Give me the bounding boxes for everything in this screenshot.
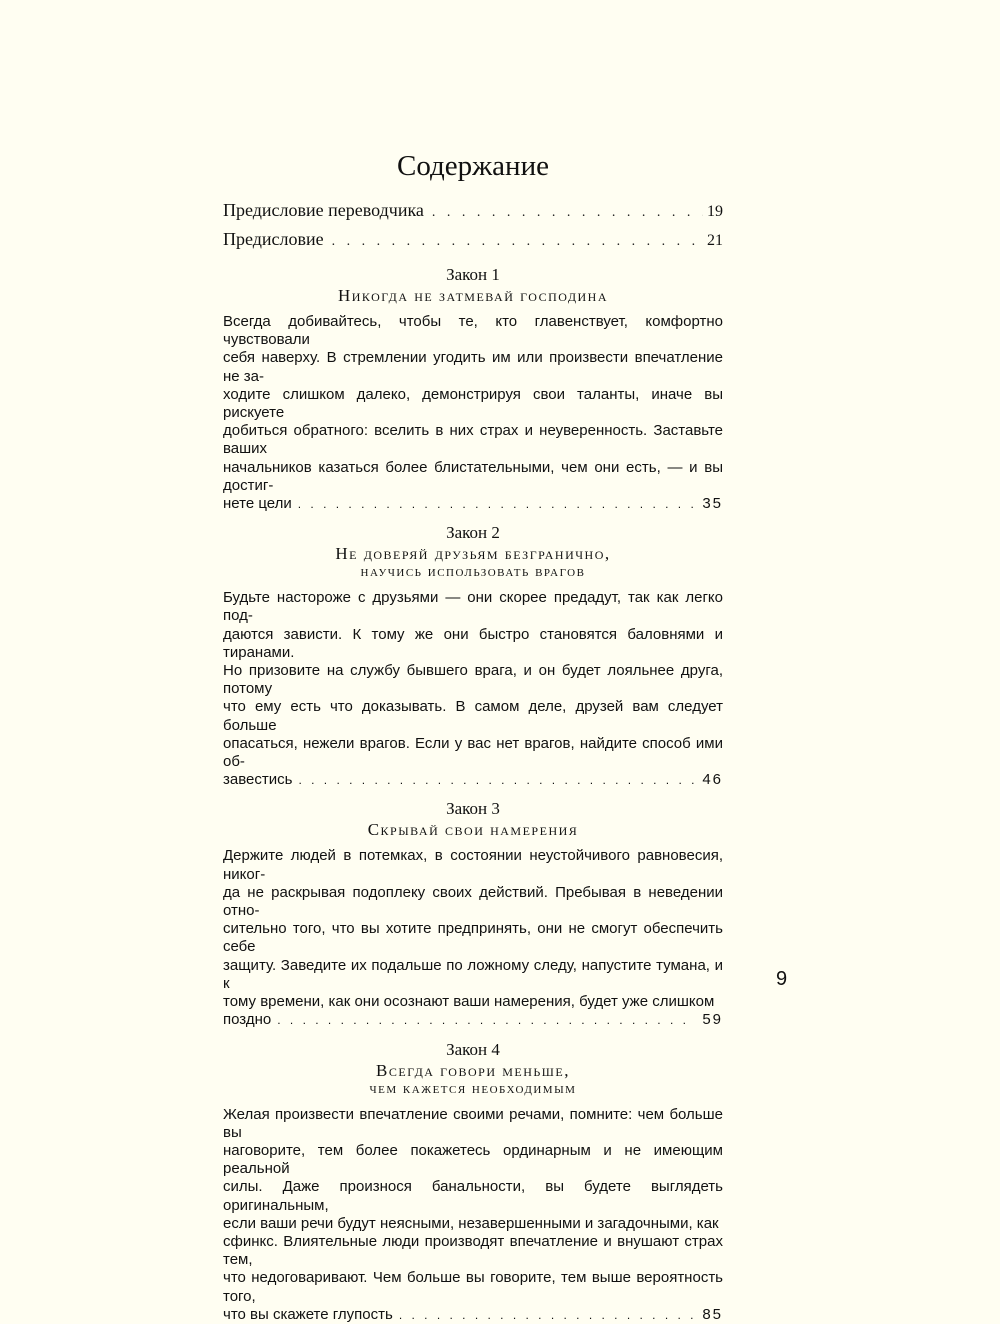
law-description	[223, 589, 723, 771]
description-end: поздно	[223, 1011, 272, 1029]
law-title-line: научись использовать врагов	[360, 564, 586, 581]
law-description	[223, 847, 723, 1011]
toc-entry-translator-preface	[223, 197, 723, 226]
law-number: Закон 2	[446, 523, 500, 543]
description-line: защиту. Заведите их подальше по ложному следу, напустите тумана, и к	[223, 956, 723, 992]
dot-leader	[277, 1011, 696, 1029]
description-line: ходите слишком далеко, демонстрируя свои таланты, иначе вы рискуете	[223, 385, 723, 422]
law-entry-2	[223, 523, 723, 789]
law-title	[223, 545, 723, 581]
description-line: наговорите, тем более покажетесь ординарным и не имеющим реальной	[223, 1141, 723, 1178]
dot-leader	[332, 229, 703, 255]
description-line: сительно того, что вы хотите предпринять, они не смогут обеспечить себе	[223, 920, 723, 956]
description-line: силы. Даже произнося банальности, вы будете выглядеть оригинальным,	[223, 1178, 723, 1214]
law-page: 85	[702, 1305, 723, 1323]
law-number: Закон 1	[446, 265, 500, 284]
law-title-line: Не доверяй друзьям безгранично,	[335, 544, 611, 564]
dot-leader	[432, 200, 703, 226]
toc-entry-label: Предисловие	[223, 229, 324, 249]
law-number: Закон 4	[446, 1039, 500, 1059]
description-end: нете цели	[223, 495, 292, 513]
table-of-contents	[223, 150, 723, 1324]
toc-title: Содержание	[397, 150, 549, 182]
law-entry-1	[223, 265, 723, 513]
description-last-line	[223, 1306, 723, 1324]
law-description	[223, 313, 723, 495]
law-title-line: Всегда говори меньше,	[376, 1060, 570, 1080]
description-last-line	[223, 771, 723, 789]
description-end: что вы скажете глупость	[223, 1305, 393, 1323]
law-entry-3	[223, 799, 723, 1029]
toc-entry-label: Предисловие переводчика	[223, 200, 424, 220]
law-title-line: Никогда не затмевай господина	[337, 286, 609, 305]
law-title-line: чем кажется необходимым	[369, 1080, 577, 1097]
law-number: Закон 3	[446, 799, 500, 819]
description-line: даются зависти. К тому же они быстро становятся баловнями и тиранами.	[223, 625, 723, 661]
law-title	[223, 287, 723, 305]
description-line: что ему есть что доказывать. В самом деле, друзей вам следует больше	[223, 698, 723, 734]
law-page: 46	[702, 771, 723, 789]
law-title	[223, 821, 723, 839]
dot-leader	[399, 1306, 697, 1324]
description-line: Желая произвести впечатление своими речами, помните: чем больше вы	[223, 1105, 723, 1141]
page-number: 9	[776, 968, 788, 990]
description-line: себя наверху. В стремлении угодить им или произвести впечатление не за-	[223, 349, 723, 385]
toc-entry-page: 19	[707, 203, 723, 220]
law-entry-4	[223, 1040, 723, 1324]
description-line: опасаться, нежели врагов. Если у вас нет врагов, найдите способ ими об-	[223, 734, 723, 771]
description-line: Будьте настороже с друзьями — они скорее предадут, так как легко под-	[223, 589, 723, 625]
description-line: начальников казаться более блистательными, чем они есть, — и вы достиг-	[223, 458, 723, 494]
law-title-line: Скрывай свои намерения	[367, 820, 579, 840]
dot-leader	[298, 771, 696, 789]
toc-entry-page: 21	[707, 232, 723, 249]
description-last-line	[223, 495, 723, 513]
description-line: добиться обратного: вселить в них страх и неуверенность. Заставьте ваших	[223, 422, 723, 458]
description-line: Всегда добивайтесь, чтобы те, кто главенствует, комфортно чувствовали	[223, 313, 723, 349]
description-end: завестись	[223, 771, 293, 789]
description-last-line	[223, 1011, 723, 1029]
description-line: что недоговаривают. Чем больше вы говорите, тем выше вероятность того,	[223, 1269, 723, 1305]
toc-entry-preface	[223, 226, 723, 255]
description-line: Но призовите на службу бывшего врага, и он будет лояльнее друга, потому	[223, 662, 723, 698]
dot-leader	[298, 495, 697, 513]
law-description	[223, 1106, 723, 1306]
description-line: если ваши речи будут неясными, незавершенными и загадочными, как	[223, 1214, 719, 1232]
law-page: 59	[702, 1011, 723, 1029]
description-line: да не раскрывая подоплеку своих действий. Пребывая в неведении отно-	[223, 883, 723, 920]
description-line: Держите людей в потемках, в состоянии неустойчивого равновесия, никог-	[223, 847, 723, 883]
law-title	[223, 1062, 723, 1098]
law-page: 35	[702, 495, 723, 513]
description-line: тому времени, как они осознают ваши намерения, будет уже слишком	[223, 993, 715, 1011]
description-line: сфинкс. Влиятельные люди производят впечатление и внушают страх тем,	[223, 1232, 723, 1269]
